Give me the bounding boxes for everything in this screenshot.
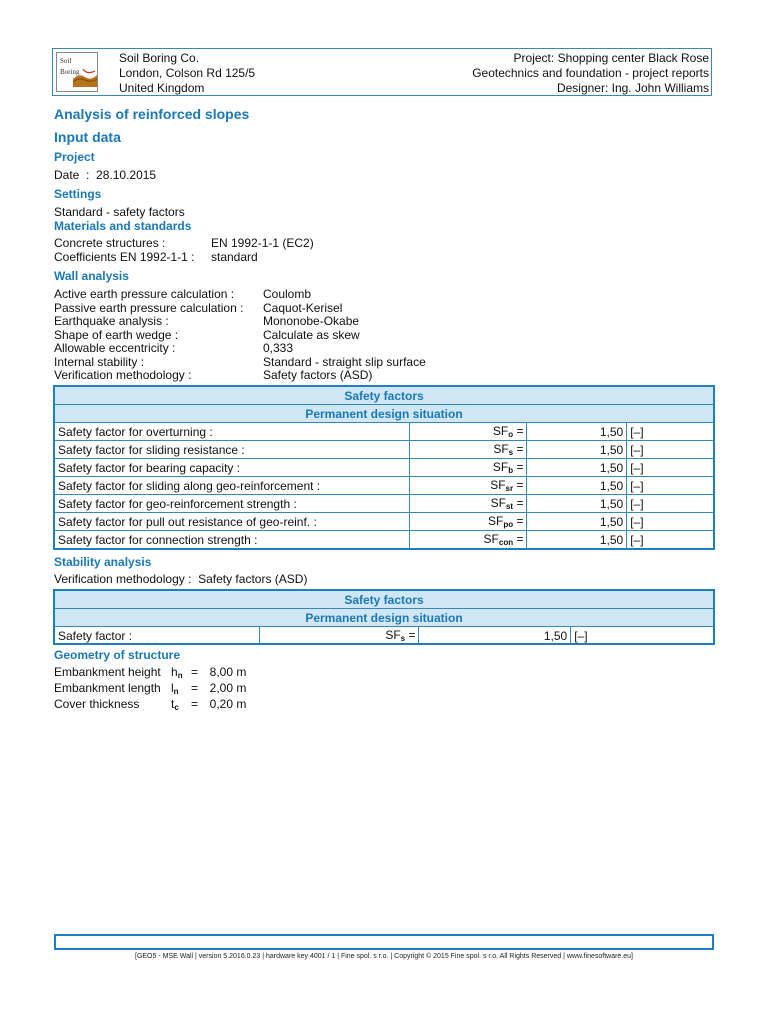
table-row [55,627,714,645]
wall-analysis-list [54,288,426,383]
wall-label: Allowable eccentricity : [54,341,176,355]
wall-label: Internal stability : [54,354,145,369]
geometry-symbol: $h_n$ [171,665,183,680]
geometry-value: 8,00 [209,665,233,679]
wall-value: Coulomb [263,287,312,301]
materials-heading: Materials and standards [54,219,192,233]
wall-analysis-heading: Wall analysis [54,269,129,283]
geometry-symbol: $t_c$ [171,697,179,712]
logo-text-boring: Boring [60,68,80,76]
row-label: Safety factor for overturning : [55,423,410,441]
geometry-list [54,666,246,714]
table-subtitle: Permanent design situation [55,609,714,627]
geometry-unit: m [236,681,247,695]
wall-label: Earthquake analysis : [54,314,169,328]
geometry-eq: = [191,697,199,711]
wall-row [54,356,426,370]
settings-line: Standard - safety factors [54,205,185,219]
geometry-heading: Geometry of structure [54,648,181,662]
table-title: Safety factors [55,591,714,609]
table-row [55,441,714,459]
company-name: Soil Boring Co. [119,51,200,65]
footer-box [54,934,714,950]
row-value: 1,50 [527,441,627,459]
geometry-symbol: $l_n$ [171,681,179,696]
row-unit: [–] [627,495,714,513]
geometry-row [54,698,246,714]
date-value: 28.10.2015 [96,168,157,182]
row-unit: [–] [627,423,714,441]
table-row [55,513,714,531]
geometry-unit: m [236,665,247,679]
table-row [55,459,714,477]
row-label: Safety factor for bearing capacity : [55,459,410,477]
materials-list [54,237,314,264]
wall-value: Standard - straight slip surface [263,354,426,369]
wall-label: Active earth pressure calculation : [54,287,235,301]
table-title: Safety factors [55,387,714,405]
stability-line: Verification methodology : Safety factors (ASD) [54,572,308,586]
row-symbol: $SF_o$ = [409,423,527,441]
project-name: Project: Shopping center Black Rose [513,51,709,65]
wall-label: Passive earth pressure calculation : [54,300,244,315]
row-value: 1,50 [527,531,627,549]
row-symbol: $SF_s$ = [409,441,527,459]
wall-row [54,302,426,316]
geometry-row [54,666,246,682]
footer-text: [GEO5 - MSE Wall | version 5.2016.0.23 | hardware key 4001 / 1 | Fine spol. s r.o. | Copyright © 2015 Fine spol. s r.o. All Rights Reserved | www.finesoftware.eu] [135,953,633,960]
row-label: Safety factor for sliding along geo-reinforcement : [55,477,410,495]
row-value: 1,50 [527,423,627,441]
materials-value: EN 1992-1-1 (EC2) [211,236,314,250]
document-title: Analysis of reinforced slopes [54,106,250,122]
row-value: 1,50 [527,459,627,477]
row-value: 1,50 [527,495,627,513]
row-label: Safety factor for connection strength : [55,531,410,549]
row-value: 1,50 [527,477,627,495]
row-symbol: $SF_{po}$ = [409,513,527,531]
row-label: Safety factor for pull out resistance of geo-reinf. : [55,513,410,531]
table-row [55,531,714,549]
geometry-label: Embankment height [54,665,161,679]
row-label: Safety factor for geo-reinforcement strength : [55,495,410,513]
row-symbol: $SF_{st}$ = [409,495,527,513]
geometry-label: Embankment length [54,681,161,695]
geometry-unit: m [236,697,247,711]
report-type: Geotechnics and foundation - project reports [472,66,709,80]
company-info [119,51,255,96]
date-separator: : [86,168,90,182]
date-label: Date [54,168,80,182]
row-symbol: $SF_b$ = [409,459,527,477]
row-unit: [–] [627,513,714,531]
report-header [52,48,712,96]
wall-value: Caquot-Kerisel [263,300,343,315]
wall-label: Shape of earth wedge : [54,327,179,342]
row-value: 1,50 [419,627,571,645]
row-unit: [–] [627,459,714,477]
table-subtitle: Permanent design situation [55,405,714,423]
table-row [55,495,714,513]
wall-value: 0,333 [263,341,294,355]
table-row [55,423,714,441]
safety-factors-table [54,386,714,549]
row-symbol: $SF_{sr}$ = [409,477,527,495]
logo-wave-icon [73,69,97,87]
materials-row [54,237,314,251]
row-symbol: $SF_s$ = [259,627,419,645]
wall-row [54,329,426,343]
wall-value: Safety factors (ASD) [263,368,373,382]
project-info [472,51,709,96]
geometry-value: 2,00 [209,681,233,695]
geometry-row [54,682,246,698]
geometry-label: Cover thickness [54,697,140,711]
project-heading: Project [54,150,95,164]
settings-heading: Settings [54,187,102,201]
row-label: Safety factor : [55,627,260,645]
materials-label: Concrete structures : [54,236,166,250]
geometry-eq: = [191,665,199,679]
company-logo [56,52,98,92]
geometry-value: 0,20 [209,697,233,711]
wall-row [54,369,426,383]
logo-text-soil: Soil [60,57,72,65]
row-unit: [–] [571,627,714,645]
row-label: Safety factor for sliding resistance : [55,441,410,459]
materials-value: standard [211,249,258,264]
wall-label: Verification methodology : [54,368,192,382]
wall-value: Calculate as skew [263,327,360,342]
materials-label: Coefficients EN 1992-1-1 : [54,249,195,264]
stability-heading: Stability analysis [54,555,152,569]
wall-row [54,288,426,302]
table-row [55,477,714,495]
materials-row [54,251,314,265]
geometry-eq: = [191,681,199,695]
company-address: London, Colson Rd 125/5 [119,66,256,80]
row-unit: [–] [627,477,714,495]
wall-value: Mononobe-Okabe [263,314,360,328]
stability-factors-table [54,590,714,645]
wall-row [54,315,426,329]
wall-row [54,342,426,356]
designer-name: Designer: Ing. John Williams [556,81,709,95]
company-country: United Kingdom [119,81,205,95]
row-value: 1,50 [527,513,627,531]
input-data-heading: Input data [54,129,121,145]
row-unit: [–] [627,441,714,459]
date-row [54,169,156,183]
row-unit: [–] [627,531,714,549]
row-symbol: $SF_{con}$ = [409,531,527,549]
